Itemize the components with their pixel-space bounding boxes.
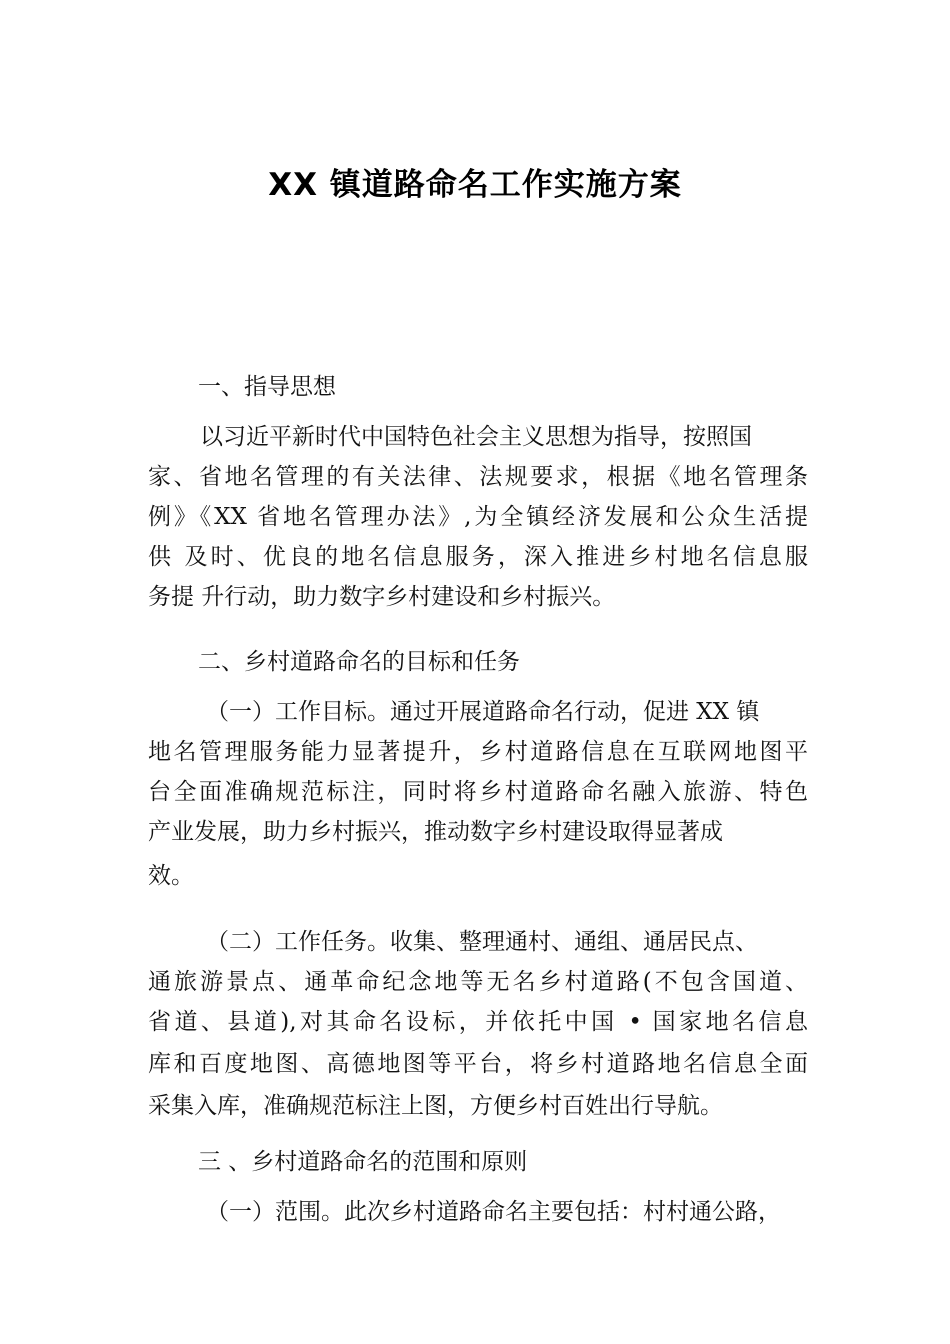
paragraph-line: （一）工作目标。通过开展道路命名行动，促进 XX 镇 — [206, 699, 760, 725]
paragraph-line: 省道、县道),对其命名设标，并依托中国 • 国家地名信息 — [148, 1009, 808, 1035]
paragraph-line: 家、省地名管理的有关法律、法规要求，根据《地名管理条 — [148, 464, 808, 490]
paragraph-line: （二）工作任务。收集、整理通村、通组、通居民点、 — [206, 929, 758, 955]
paragraph-line: 例》《XX 省地名管理办法》,为全镇经济发展和公众生活提 — [148, 504, 808, 530]
paragraph-line: 务提 升行动，助力数字乡村建设和乡村振兴。 — [148, 584, 616, 610]
paragraph-line: 地名管理服务能力显著提升，乡村道路信息在互联网地图平 — [148, 739, 808, 765]
paragraph-line: 台全面准确规范标注，同时将乡村道路命名融入旅游、特色 — [148, 779, 808, 805]
paragraph-line: 库和百度地图、高德地图等平台，将乡村道路地名信息全面 — [148, 1051, 808, 1077]
paragraph-line: （一）范围。此次乡村道路命名主要包括：村村通公路， — [206, 1199, 781, 1225]
section-heading-3: 三 、乡村道路命名的范围和原则 — [198, 1149, 528, 1175]
paragraph-line: 供 及时、优良的地名信息服务，深入推进乡村地名信息服 — [148, 544, 808, 570]
paragraph-line: 采集入库，准确规范标注上图，方便乡村百姓出行导航。 — [148, 1093, 723, 1119]
paragraph-line: 以习近平新时代中国特色社会主义思想为指导，按照国 — [200, 424, 752, 450]
section-heading-2: 二、乡村道路命名的目标和任务 — [198, 649, 520, 675]
paragraph-line: 效。 — [148, 863, 194, 889]
section-heading-1: 一、指导思想 — [198, 374, 336, 400]
paragraph-line: 产业发展，助力乡村振兴，推动数字乡村建设取得显著成 — [148, 819, 723, 845]
paragraph-line: 通旅游景点、通革命纪念地等无名乡村道路(不包含国道、 — [148, 969, 808, 995]
document-title: XX 镇道路命名工作实施方案 — [268, 167, 682, 203]
